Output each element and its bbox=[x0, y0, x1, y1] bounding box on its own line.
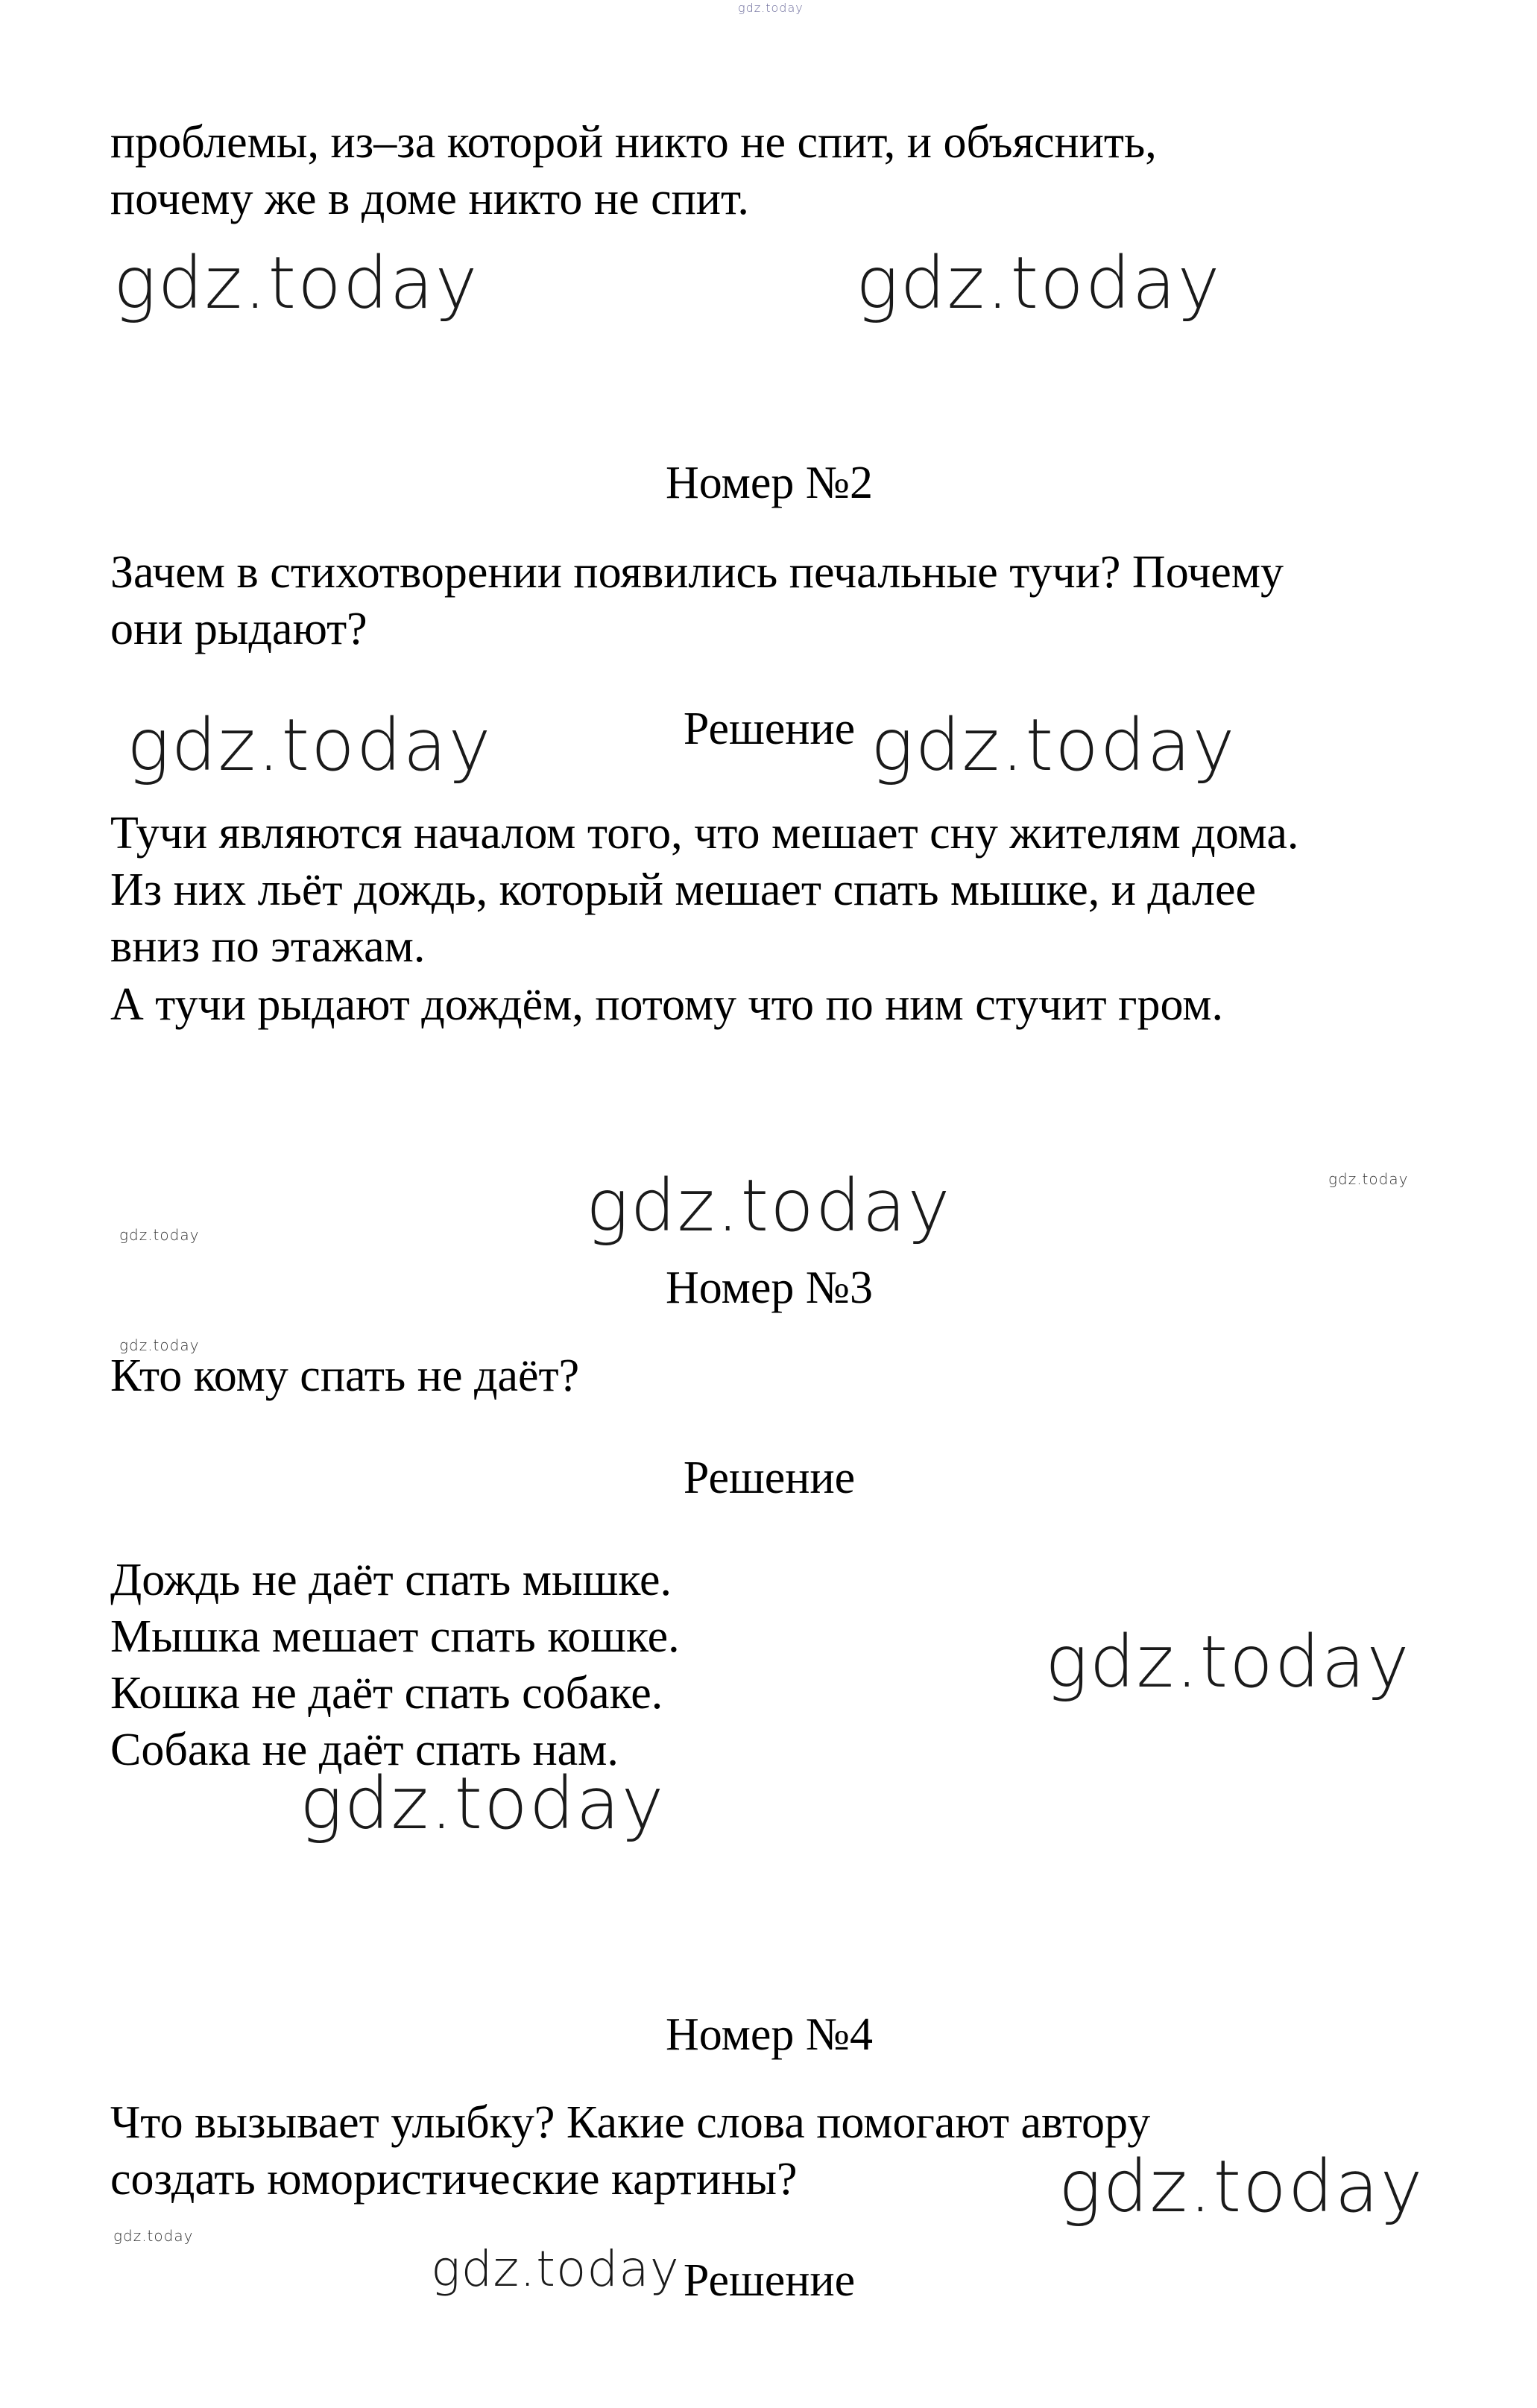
section-4-question-line-1: Что вызывает улыбку? Какие слова помогают автору bbox=[110, 2097, 1151, 2148]
watermark-large: gdz.today bbox=[300, 1762, 666, 1845]
watermark-small: gdz.today bbox=[1328, 1170, 1409, 1188]
watermark-medium: gdz.today bbox=[431, 2240, 680, 2298]
section-2-question-line-1: Зачем в стихотворении появились печальные тучи? Почему bbox=[110, 547, 1284, 598]
section-3-heading: Номер №3 bbox=[665, 1263, 874, 1313]
watermark-large: gdz.today bbox=[871, 704, 1237, 787]
section-3-solution-label: Решение bbox=[683, 1453, 856, 1503]
section-2-solution-label: Решение bbox=[683, 704, 856, 754]
section-2-question-line-2: они рыдают? bbox=[110, 604, 367, 654]
section-2-answer-line-3: вниз по этажам. bbox=[110, 921, 426, 972]
section-3-answer-line-2: Мышка мешает спать кошке. bbox=[110, 1611, 680, 1662]
section-4-question-line-2: создать юмористические картины? bbox=[110, 2154, 798, 2205]
watermark-top: gdz.today bbox=[738, 1, 804, 15]
section-3-question-line-1: Кто кому спать не даёт? bbox=[110, 1350, 580, 1401]
watermark-small: gdz.today bbox=[113, 2227, 194, 2245]
intro-line-2: почему же в доме никто не спит. bbox=[110, 174, 749, 224]
watermark-large: gdz.today bbox=[586, 1164, 952, 1248]
watermark-small: gdz.today bbox=[119, 1226, 200, 1244]
section-2-answer-line-2: Из них льёт дождь, который мешает спать мышке, и далее bbox=[110, 865, 1256, 915]
section-3-answer-line-4: Собака не даёт спать нам. bbox=[110, 1725, 619, 1775]
section-3-answer-line-1: Дождь не даёт спать мышке. bbox=[110, 1555, 672, 1605]
section-4-solution-label: Решение bbox=[683, 2255, 856, 2306]
watermark-small: gdz.today bbox=[119, 1336, 200, 1354]
watermark-large: gdz.today bbox=[856, 241, 1222, 325]
watermark-large: gdz.today bbox=[113, 241, 479, 325]
section-2-heading: Номер №2 bbox=[665, 458, 874, 508]
section-2-answer-line-1: Тучи являются началом того, что мешает сну жителям дома. bbox=[110, 808, 1299, 859]
intro-line-1: проблемы, из–за которой никто не спит, и объяснить, bbox=[110, 117, 1157, 168]
section-3-answer-line-3: Кошка не даёт спать собаке. bbox=[110, 1668, 663, 1719]
watermark-large: gdz.today bbox=[1045, 1620, 1411, 1704]
watermark-large: gdz.today bbox=[127, 704, 493, 787]
watermark-large: gdz.today bbox=[1058, 2145, 1424, 2228]
section-4-heading: Номер №4 bbox=[665, 2009, 874, 2060]
section-2-answer-line-4: А тучи рыдают дождём, потому что по ним стучит гром. bbox=[110, 979, 1224, 1030]
